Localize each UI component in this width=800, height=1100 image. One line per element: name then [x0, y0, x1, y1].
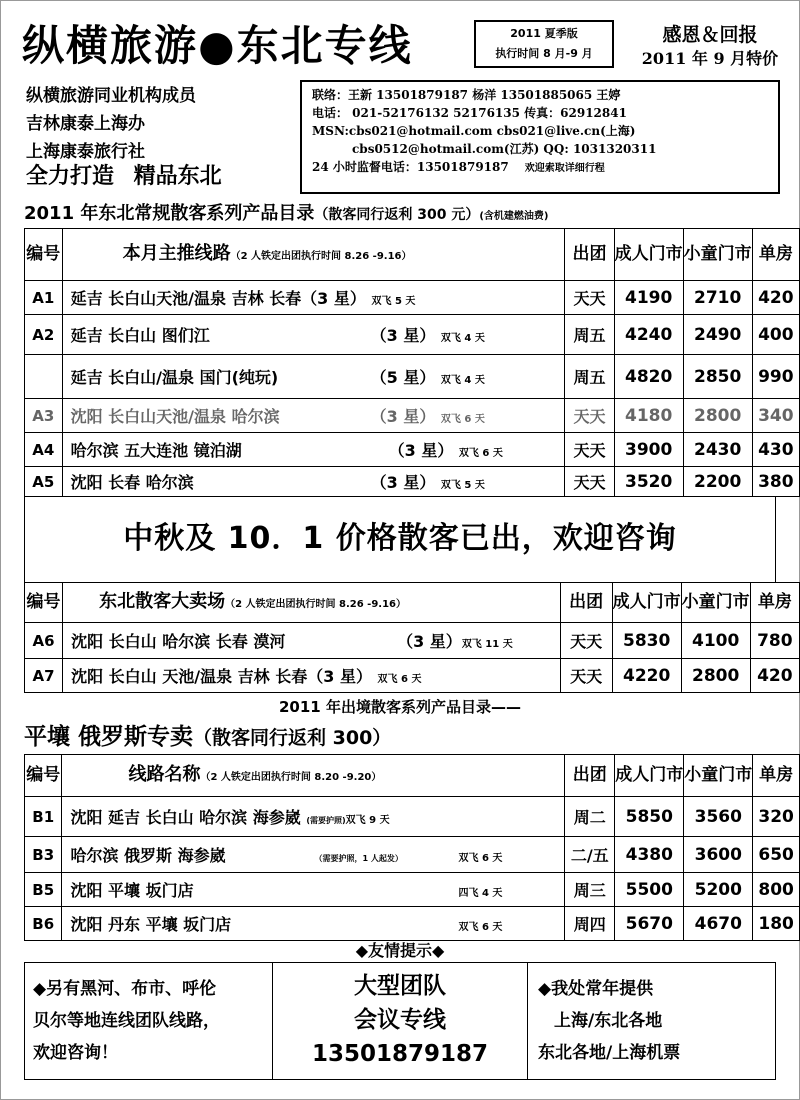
col-child: 小童门市	[681, 583, 750, 623]
route-text: 延吉 长白山 图们江	[70, 326, 210, 345]
row-route	[62, 315, 565, 355]
row-code: A4	[25, 433, 63, 467]
row-code: B6	[25, 907, 62, 941]
tips-phone: 13501879187	[311, 1041, 489, 1067]
tips-left	[25, 963, 273, 1079]
flight-info: 双飞 6 天	[458, 853, 503, 864]
row-code: A1	[25, 281, 63, 315]
row-adult-price: 5670	[615, 907, 684, 941]
row-adult-price: 4240	[614, 315, 683, 355]
row-adult-price: 4190	[614, 281, 683, 315]
col-departure: 出团	[565, 229, 614, 281]
col-single: 单房	[752, 229, 799, 281]
hotline: 24 小时监督电话：13501879187	[312, 160, 509, 174]
row-departure: 天天	[560, 623, 612, 659]
table-title: 本月主推线路	[122, 242, 231, 264]
flight-info: 双飞 6 天	[458, 922, 503, 933]
row-child-price: 5200	[684, 873, 753, 907]
season-label: 2011 夏季版	[510, 27, 578, 40]
table-row	[25, 623, 800, 659]
route-text: 沈阳 长春 哈尔滨	[70, 473, 194, 492]
row-child-price: 3560	[684, 797, 753, 837]
row-child-price: 2200	[683, 467, 752, 497]
org-item: 纵横旅游同业机构成员	[26, 86, 196, 106]
org-item: 吉林康泰上海办	[26, 114, 145, 134]
table-row	[25, 399, 800, 433]
col-departure: 出团	[565, 755, 615, 797]
row-departure: 周五	[565, 315, 614, 355]
row-child-price: 2710	[683, 281, 752, 315]
col-name	[62, 229, 565, 281]
row-child-price: 2800	[681, 659, 750, 693]
row-route	[62, 873, 565, 907]
table-note: （2 人铁定出团执行时间 8.26 -9.16）	[230, 250, 412, 262]
col-departure: 出团	[560, 583, 612, 623]
row-route	[62, 399, 565, 433]
flight-info: 双飞 5 天	[371, 296, 416, 307]
contact-line: cbs0512@hotmail.com(江苏) QQ: 1031320311	[352, 142, 657, 156]
table-row	[25, 837, 800, 873]
tips-right-line: 东北各地/上海机票	[538, 1043, 681, 1063]
hotel-star: （3 星）	[370, 407, 436, 426]
row-departure: 天天	[565, 399, 614, 433]
main-title: 纵横旅游●东北专线	[22, 21, 413, 70]
announcement: 中秋及 10．1 价格散客已出，欢迎咨询	[24, 496, 776, 582]
row-code: B5	[25, 873, 62, 907]
contact-line	[312, 158, 768, 178]
table-row	[25, 907, 800, 941]
promo-line1: 感恩＆回报	[662, 24, 758, 46]
route-text: 沈阳 长白山 天池/温泉 吉林 长春	[71, 667, 308, 686]
hotel-star: （3 星）	[370, 473, 436, 492]
route-text: 沈阳 平壤 坂门店	[70, 881, 194, 900]
row-child-price: 4670	[684, 907, 753, 941]
promo	[625, 22, 795, 70]
route-text: 沈阳 长白山天池/温泉 哈尔滨	[70, 407, 280, 426]
row-code: A7	[25, 659, 63, 693]
promo-line2: 2011 年 9 月特价	[641, 49, 779, 68]
contact-line: MSN:cbs021@hotmail.com cbs021@live.cn(上海)	[312, 124, 636, 138]
route-text: 沈阳 延吉 长白山 哈尔滨 海参崴	[70, 808, 301, 827]
flight-info: 双飞 6 天	[440, 414, 485, 425]
table-header	[25, 229, 800, 281]
row-route	[62, 797, 565, 837]
table-note: （2 人铁定出团执行时间 8.20 -9.20）	[200, 771, 382, 783]
route-text: 哈尔滨 俄罗斯 海参崴	[70, 846, 226, 865]
row-adult-price: 5500	[615, 873, 684, 907]
route-text: 哈尔滨 五大连池 镜泊湖	[70, 441, 242, 460]
tips-mid-line: 会议专线	[354, 1007, 446, 1033]
flight-info: 双飞 4 天	[440, 375, 485, 386]
route-text: 沈阳 长白山 哈尔滨 长春 漠河	[71, 632, 286, 651]
section3-title-text: 平壤 俄罗斯专卖	[24, 724, 194, 750]
row-single-price: 800	[753, 873, 800, 907]
season-period: 执行时间 8 月-9 月	[495, 47, 593, 60]
row-adult-price: 3520	[614, 467, 683, 497]
main-routes-table	[24, 228, 800, 497]
flight-info: 双飞 6 天	[377, 674, 422, 685]
row-child-price: 2490	[683, 315, 752, 355]
row-adult-price: 4820	[614, 355, 683, 399]
route-text: 沈阳 丹东 平壤 坂门店	[70, 915, 232, 934]
row-code: A2	[25, 315, 63, 355]
col-single: 单房	[750, 583, 799, 623]
flight-info: 双飞 4 天	[440, 333, 485, 344]
season-box	[474, 20, 614, 68]
row-route	[62, 837, 565, 873]
col-code: 编号	[25, 755, 62, 797]
row-route	[63, 659, 561, 693]
row-adult-price: 4180	[614, 399, 683, 433]
col-code: 编号	[25, 583, 63, 623]
tips-left-line: 贝尔等地连线团队线路，	[33, 1011, 220, 1031]
row-single-price: 990	[752, 355, 799, 399]
org-item: 上海康泰旅行社	[26, 142, 145, 162]
table-row	[25, 467, 800, 497]
hotel-star: （3 星）	[307, 667, 372, 686]
row-single-price: 380	[752, 467, 799, 497]
sale-routes-table	[24, 582, 800, 693]
row-single-price: 650	[753, 837, 800, 873]
row-adult-price: 4220	[612, 659, 681, 693]
row-single-price: 400	[752, 315, 799, 355]
org-list	[26, 82, 196, 166]
row-route	[63, 623, 561, 659]
row-single-price: 340	[752, 399, 799, 433]
tips-mid-line: 大型团队	[354, 973, 446, 999]
row-adult-price: 4380	[615, 837, 684, 873]
row-adult-price: 5830	[612, 623, 681, 659]
col-child: 小童门市	[684, 755, 753, 797]
hotel-star: （5 星）	[370, 368, 436, 387]
table-title: 东北散客大卖场	[99, 590, 226, 612]
col-child: 小童门市	[683, 229, 752, 281]
hotel-star: （3 星）	[388, 441, 454, 460]
row-code: B1	[25, 797, 62, 837]
row-code: A6	[25, 623, 63, 659]
section1-title	[24, 200, 549, 231]
hotel-star: （3 星）	[370, 326, 436, 345]
tips-left-line: ◆另有黑河、布市、呼伦	[33, 979, 217, 999]
row-departure: 周三	[565, 873, 615, 907]
table-header	[25, 583, 800, 623]
hotel-star: （3 星）	[301, 289, 366, 308]
itinerary-note: 欢迎索取详细行程	[524, 163, 605, 174]
table-row	[25, 797, 800, 837]
row-child-price: 2850	[683, 355, 752, 399]
row-child-price: 3600	[684, 837, 753, 873]
row-code: B3	[25, 837, 62, 873]
col-adult: 成人门市	[612, 583, 681, 623]
row-route	[62, 433, 565, 467]
row-departure: 周二	[565, 797, 615, 837]
route-text: 延吉 长白山/温泉 国门(纯玩)	[70, 368, 279, 387]
tips-middle	[273, 963, 528, 1079]
flight-info: 双飞 5 天	[440, 480, 485, 491]
row-code	[25, 355, 63, 399]
section3-title	[24, 720, 391, 755]
col-name	[63, 583, 561, 623]
flight-info: 四飞 4 天	[458, 888, 503, 899]
route-note: (需要护照)	[306, 816, 346, 825]
col-single: 单房	[753, 755, 800, 797]
row-route	[62, 281, 565, 315]
table-row	[25, 315, 800, 355]
row-child-price: 4100	[681, 623, 750, 659]
row-single-price: 420	[750, 659, 799, 693]
section1-rebate: （散客同行返利 300 元）	[314, 207, 480, 223]
table-title: 线路名称	[128, 763, 201, 785]
row-departure: 天天	[565, 467, 614, 497]
row-departure: 天天	[560, 659, 612, 693]
tips-right	[528, 963, 775, 1079]
tips-right-line: 上海/东北各地	[554, 1011, 663, 1031]
row-child-price: 2430	[683, 433, 752, 467]
col-adult: 成人门市	[614, 229, 683, 281]
tips-left-line: 欢迎咨询！	[33, 1043, 118, 1063]
row-adult-price: 3900	[614, 433, 683, 467]
contact-line: 电话： 021-52176132 52176135 传真：62912841	[312, 106, 627, 120]
route-text: 延吉 长白山天池/温泉 吉林 长春	[70, 289, 302, 308]
row-single-price: 780	[750, 623, 799, 659]
table-row	[25, 281, 800, 315]
tips-title: ◆友情提示◆	[355, 941, 445, 960]
slogan: 全力打造 精品东北	[26, 164, 222, 189]
contact-line: 联络：王新 13501879187 杨洋 13501885065 王婷	[312, 88, 621, 102]
col-name	[62, 755, 565, 797]
table-row	[25, 355, 800, 399]
row-adult-price: 5850	[615, 797, 684, 837]
table-row	[25, 873, 800, 907]
row-departure: 二/五	[565, 837, 615, 873]
row-route	[62, 907, 565, 941]
table-row	[25, 659, 800, 693]
tips-right-line: ◆我处常年提供	[538, 979, 654, 999]
col-adult: 成人门市	[615, 755, 684, 797]
flight-info: 双飞 9 天	[345, 815, 390, 826]
contact-box	[300, 80, 780, 194]
row-departure: 天天	[565, 433, 614, 467]
flight-info: 双飞 6 天	[458, 448, 503, 459]
section1-title-text: 2011 年东北常规散客系列产品目录	[24, 203, 315, 224]
row-route	[62, 355, 565, 399]
table-row	[25, 433, 800, 467]
row-single-price: 320	[753, 797, 800, 837]
flight-info: 双飞 11 天	[461, 639, 513, 650]
table-note: （2 人铁定出团执行时间 8.26 -9.16）	[225, 598, 406, 610]
row-code: A5	[25, 467, 63, 497]
section1-rebate-note: (含机建燃油费)	[479, 211, 549, 222]
tips-box	[24, 962, 776, 1080]
route-note: （需要护照，1 人起发）	[314, 854, 403, 863]
col-code: 编号	[25, 229, 63, 281]
row-route	[62, 467, 565, 497]
table-header	[25, 755, 800, 797]
row-code: A3	[25, 399, 63, 433]
row-departure: 周四	[565, 907, 615, 941]
row-single-price: 430	[752, 433, 799, 467]
row-single-price: 180	[753, 907, 800, 941]
section2-title: 2011 年出境散客系列产品目录——	[279, 698, 521, 716]
row-child-price: 2800	[683, 399, 752, 433]
section3-rebate: （散客同行返利 300）	[193, 727, 392, 749]
row-single-price: 420	[752, 281, 799, 315]
overseas-routes-table	[24, 754, 800, 941]
hotel-star: （3 星）	[397, 632, 462, 651]
row-departure: 周五	[565, 355, 614, 399]
row-departure: 天天	[565, 281, 614, 315]
